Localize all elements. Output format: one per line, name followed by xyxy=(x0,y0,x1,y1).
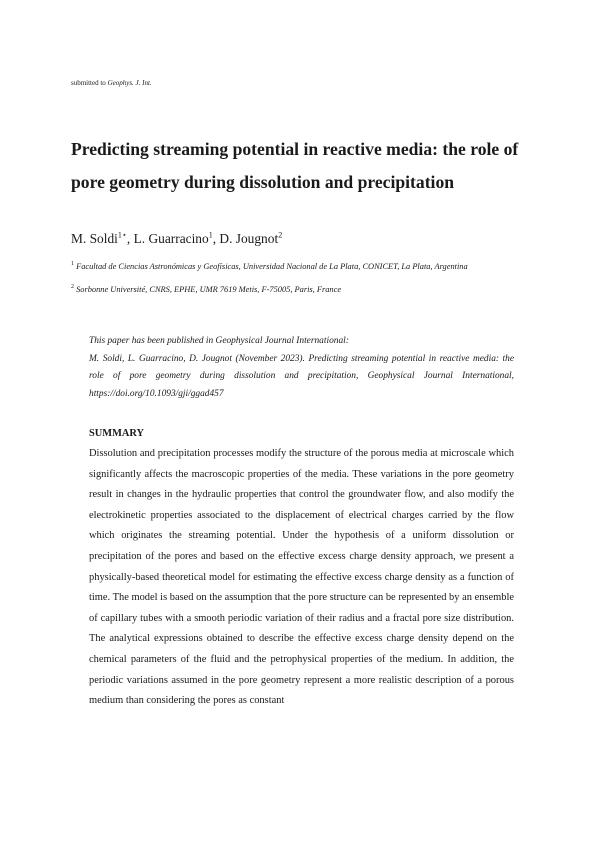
affiliation-2 xyxy=(71,284,341,295)
author-jougnot: , D. Jougnot xyxy=(212,231,279,246)
summary-heading: SUMMARY xyxy=(89,428,145,439)
title-line-2: pore geometry during dissolution and precipitation xyxy=(71,172,455,192)
author-guarracino: , L. Guarracino xyxy=(126,231,209,246)
affiliation-1-text: Facultad de Ciencias Astronómicas y Geofísicas, Universidad Nacional de La Plata, CONICET, La Plata, Argentina xyxy=(74,262,468,271)
summary-text: Dissolution and precipitation processes modify the structure of the porous media at microscale which significantly affects the macroscopic properties of the media. These variations in the pore geometry result in changes in the hydraulic properties that control the groundwater flow, and also modify the electrokinetic properties associated to the displacement of electrical charges carried by the flow which originates the streaming potential. Under the hypothesis of a uniform dissolution or precipitation of the pores and based on the effective excess charge density approach, we present a physically-based theoretical model for estimating the effective excess charge density as a function of time. The model is based on the assumption that the pore structure can be represented by an ensemble of capillary tubes with a smooth periodic variation of their radius and a fractal pore size distribution. The analytical expressions obtained to describe the effective excess charge density depend on the chemical parameters of the fluid and the petrophysical properties of the medium. In addition, the periodic variations assumed in the pore geometry represent a more realistic description of a porous medium than considering the pores as constant xyxy=(89,448,514,707)
affiliation-2-number: 2 xyxy=(71,284,74,291)
author-guarracino-affil: 1 xyxy=(208,230,213,240)
submitted-prefix: submitted to xyxy=(71,79,108,87)
paper-title xyxy=(71,133,541,199)
author-soldi-affil: 1⋆ xyxy=(117,230,127,240)
publication-note xyxy=(89,333,514,403)
journal-name: Geophys. J. Int. xyxy=(107,79,152,87)
publication-note-intro: This paper has been published in Geophysical Journal International: xyxy=(89,336,349,346)
author-jougnot-affil: 2 xyxy=(278,230,283,240)
author-soldi: M. Soldi xyxy=(71,231,118,246)
submission-header xyxy=(71,79,152,88)
affiliation-2-text: Sorbonne Université, CNRS, EPHE, UMR 7619 Metis, F-75005, Paris, France xyxy=(74,285,342,294)
affiliation-1-number: 1 xyxy=(71,261,74,268)
title-line-1: Predicting streaming potential in reactive media: the role of xyxy=(71,139,519,159)
publication-citation: M. Soldi, L. Guarracino, D. Jougnot (November 2023). Predicting streaming potential in reactive media: the role of pore geometry during dissolution and precipitation, Geophysical Journal International, https://doi.org/10.1093/gji/ggad457 xyxy=(89,353,514,399)
affiliation-1 xyxy=(71,261,468,272)
author-list xyxy=(71,231,282,247)
